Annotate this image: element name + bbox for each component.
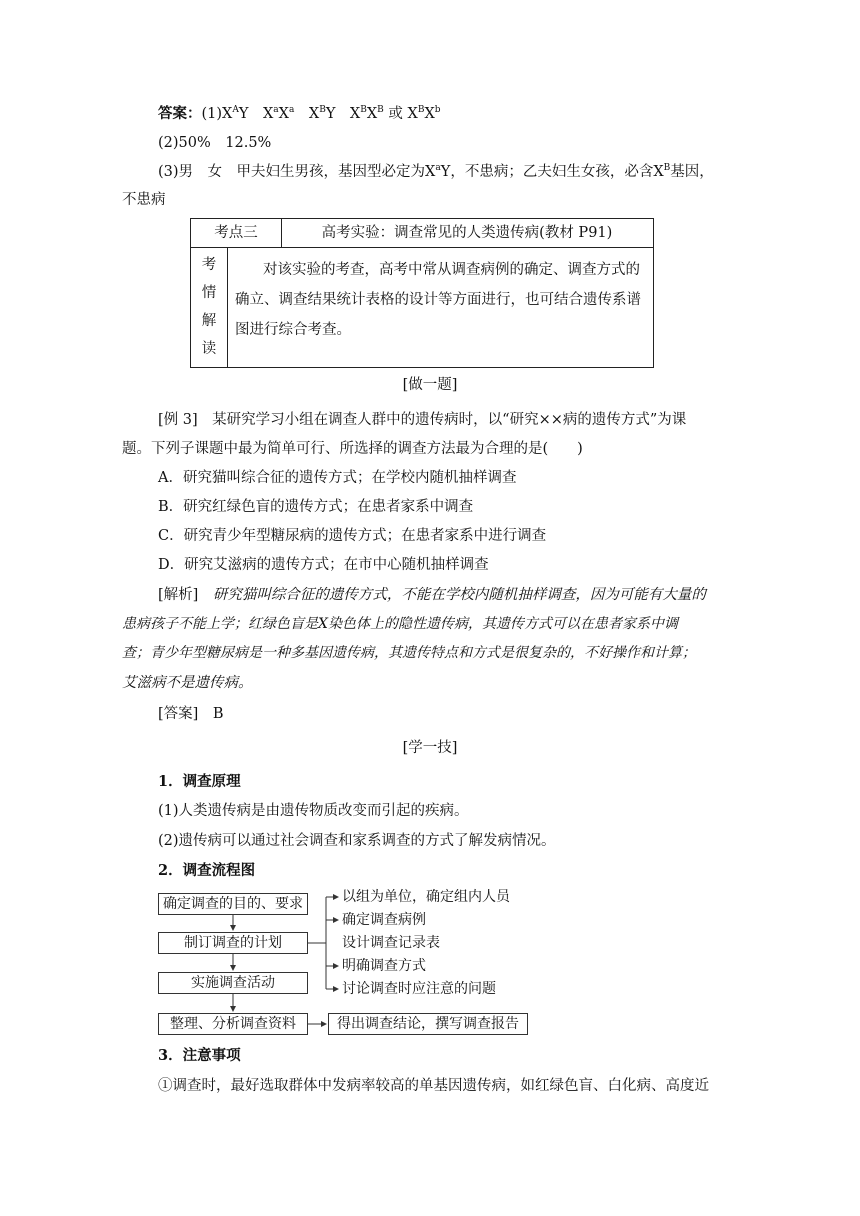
- section-3-heading: 3．注意事项: [158, 1047, 241, 1064]
- analysis-line-4: 艾滋病不是遗传病。: [122, 675, 253, 691]
- section-1-line-2: (2)遗传病可以通过社会调查和家系调查的方式了解发病情况。: [158, 833, 556, 849]
- answer-line-1: 答案：$(1)X^AY$ $X^aX^a$ $X^BY$ $X^BX^B$ 或 $X^BX^b$: [158, 105, 441, 122]
- analysis-line-2: 患病孩子不能上学；红绿色盲是X染色体上的隐性遗传病，其遗传方式可以在患者家系中调: [122, 616, 678, 632]
- flow-branch-1: 以组为单位，确定组内人员: [342, 889, 510, 905]
- flow-box-3: 实施调查活动: [158, 972, 308, 994]
- answer-line-3: (3)男 女 甲夫妇生男孩，基因型必定为$X^aY$，不患病；乙夫妇生女孩，必含$X^B$基因，: [158, 163, 714, 180]
- option-c: C．研究青少年型糖尿病的遗传方式；在患者家系中进行调查: [158, 528, 547, 544]
- table-body-text: 对该实验的考查，高考中常从调查病例的确定、调查方式的确立、调查结果统计表格的设计等方面进行，也可结合遗传系谱图进行综合考查。: [235, 262, 641, 338]
- flow-result-box: 得出调查结论，撰写调查报告: [328, 1013, 528, 1035]
- option-d: D．研究艾滋病的遗传方式；在市中心随机抽样调查: [158, 557, 489, 573]
- section-2-heading: 2．调查流程图: [158, 862, 256, 879]
- example-answer: [答案] B: [158, 706, 224, 722]
- flow-box-1: 确定调查的目的、要求: [158, 893, 308, 915]
- section-1-heading: 1．调查原理: [158, 773, 241, 790]
- answer-line-4: 不患病: [122, 192, 166, 208]
- flow-branch-5: 讨论调查时应注意的问题: [342, 981, 496, 997]
- table-title-cell: 高考实验：调查常见的人类遗传病(教材 P91): [321, 225, 613, 241]
- do-one-heading: [做一题]: [402, 377, 458, 393]
- flow-branch-4: 明确调查方式: [342, 958, 426, 974]
- flow-box-4: 整理、分析调查资料: [158, 1013, 308, 1035]
- section-1-line-1: (1)人类遗传病是由遗传物质改变而引起的疾病。: [158, 803, 469, 819]
- example-stem-1: [例 3] 某研究学习小组在调查人群中的遗传病时，以“研究××病的遗传方式”为课: [158, 412, 687, 428]
- answer-line-2: (2)50% 12.5%: [158, 135, 272, 151]
- option-a: A．研究猫叫综合征的遗传方式；在学校内随机抽样调查: [158, 470, 517, 486]
- flow-branch-3: 设计调查记录表: [342, 935, 440, 951]
- analysis-line-1: [解析] 研究猫叫综合征的遗传方式，不能在学校内随机抽样调查，因为可能有大量的: [158, 587, 706, 603]
- example-stem-2: 题。下列子课题中最为简单可行、所选择的调查方法最为合理的是( ): [122, 441, 583, 457]
- table-point-cell: 考点三: [191, 219, 282, 247]
- learn-one-heading: [学一技]: [402, 740, 458, 756]
- flow-branch-2: 确定调查病例: [342, 912, 426, 928]
- flow-box-2: 制订调查的计划: [158, 932, 308, 954]
- table-side-label: 考 情 解 读: [191, 247, 228, 367]
- answer-label: 答案：: [158, 105, 202, 122]
- section-3-line-1: ①调查时，最好选取群体中发病率较高的单基因遗传病，如红绿色盲、白化病、高度近: [158, 1078, 709, 1094]
- analysis-line-3: 查；青少年型糖尿病是一种多基因遗传病，其遗传特点和方式是很复杂的，不好操作和计算；: [122, 645, 696, 661]
- option-b: B．研究红绿色盲的遗传方式；在患者家系中调查: [158, 499, 474, 515]
